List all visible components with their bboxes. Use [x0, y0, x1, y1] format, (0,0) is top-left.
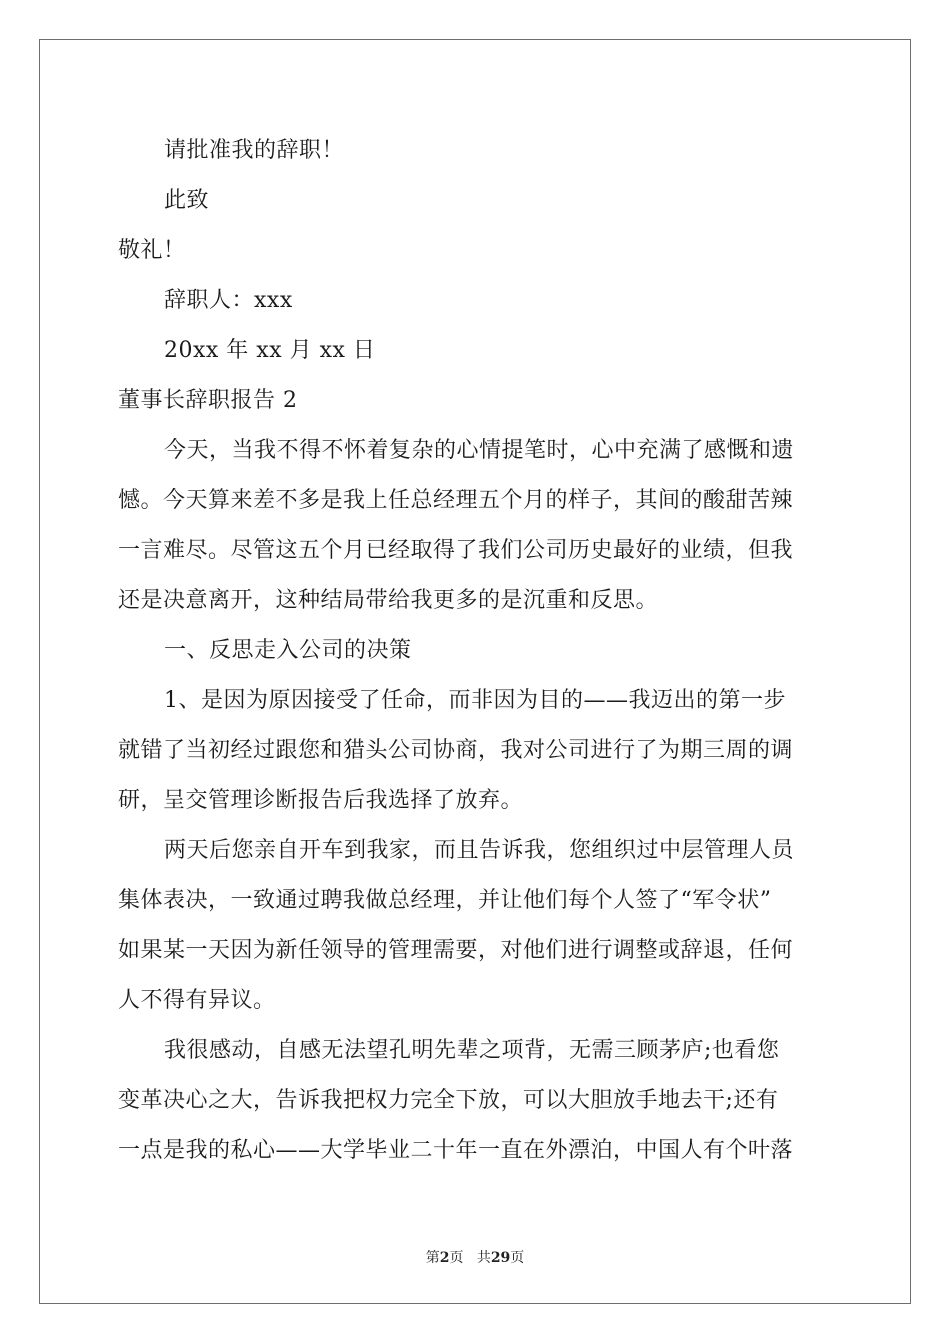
paragraph-line: 1、是因为原因接受了任命，而非因为目的——我迈出的第一步 — [164, 688, 786, 713]
page-footer — [0, 1247, 950, 1267]
paragraph-1 — [118, 426, 834, 626]
total-prefix: 共 — [476, 1250, 491, 1266]
paragraph-line: 变革决心之大，告诉我把权力完全下放，可以大胆放手地去干;还有 — [118, 1088, 779, 1113]
total-suffix: 页 — [510, 1250, 525, 1266]
paragraph-line: 我很感动，自感无法望孔明先辈之项背，无需三顾茅庐;也看您 — [164, 1038, 780, 1063]
paragraph-line: 两天后您亲自开车到我家，而且告诉我，您组织过中层管理人员 — [164, 838, 795, 863]
paragraph-line: 研，呈交管理诊断报告后我选择了放弃。 — [118, 788, 524, 813]
page-suffix: 页 — [449, 1250, 464, 1266]
heading-reflection — [118, 626, 834, 676]
paragraph-line: 就错了当初经过跟您和猎头公司协商，我对公司进行了为期三周的调 — [118, 738, 794, 763]
respect-line: 敬礼！ — [118, 238, 186, 263]
paragraph-line: 还是决意离开，这种结局带给我更多的是沉重和反思。 — [118, 588, 659, 613]
paragraph-line: 一点是我的私心——大学毕业二十年一直在外漂泊，中国人有个叶落 — [118, 1138, 794, 1163]
paragraph-line: 如果某一天因为新任领导的管理需要，对他们进行调整或辞退，任何 — [118, 938, 794, 963]
paragraph-3 — [118, 826, 834, 1026]
section-title: 董事长辞职报告 2 — [118, 388, 298, 413]
paragraph-2 — [118, 676, 834, 826]
paragraph-line: 今天，当我不得不怀着复杂的心情提笔时，心中充满了感慨和遗 — [164, 438, 795, 463]
paragraph-line: 憾。今天算来差不多是我上任总经理五个月的样子，其间的酸甜苦辣 — [118, 488, 794, 513]
date-line: 20xx 年 xx 月 xx 日 — [164, 338, 376, 363]
document-body — [118, 126, 834, 1176]
paragraph-line: 人不得有异议。 — [118, 988, 276, 1013]
paragraph-line: 集体表决，一致通过聘我做总经理，并让他们每个人签了“军令状” — [118, 888, 772, 913]
paragraph-line: 一、反思走入公司的决策 — [164, 638, 412, 663]
total-pages: 29 — [490, 1250, 511, 1266]
page-prefix: 第 — [425, 1250, 440, 1266]
page-number: 2 — [439, 1250, 450, 1266]
resignation-request: 请批准我的辞职！ — [164, 138, 345, 163]
signer-line: 辞职人：xxx — [164, 288, 293, 313]
paragraph-line: 一言难尽。尽管这五个月已经取得了我们公司历史最好的业绩，但我 — [118, 538, 794, 563]
paragraph-4 — [118, 1026, 834, 1176]
salutation: 此致 — [164, 188, 210, 213]
